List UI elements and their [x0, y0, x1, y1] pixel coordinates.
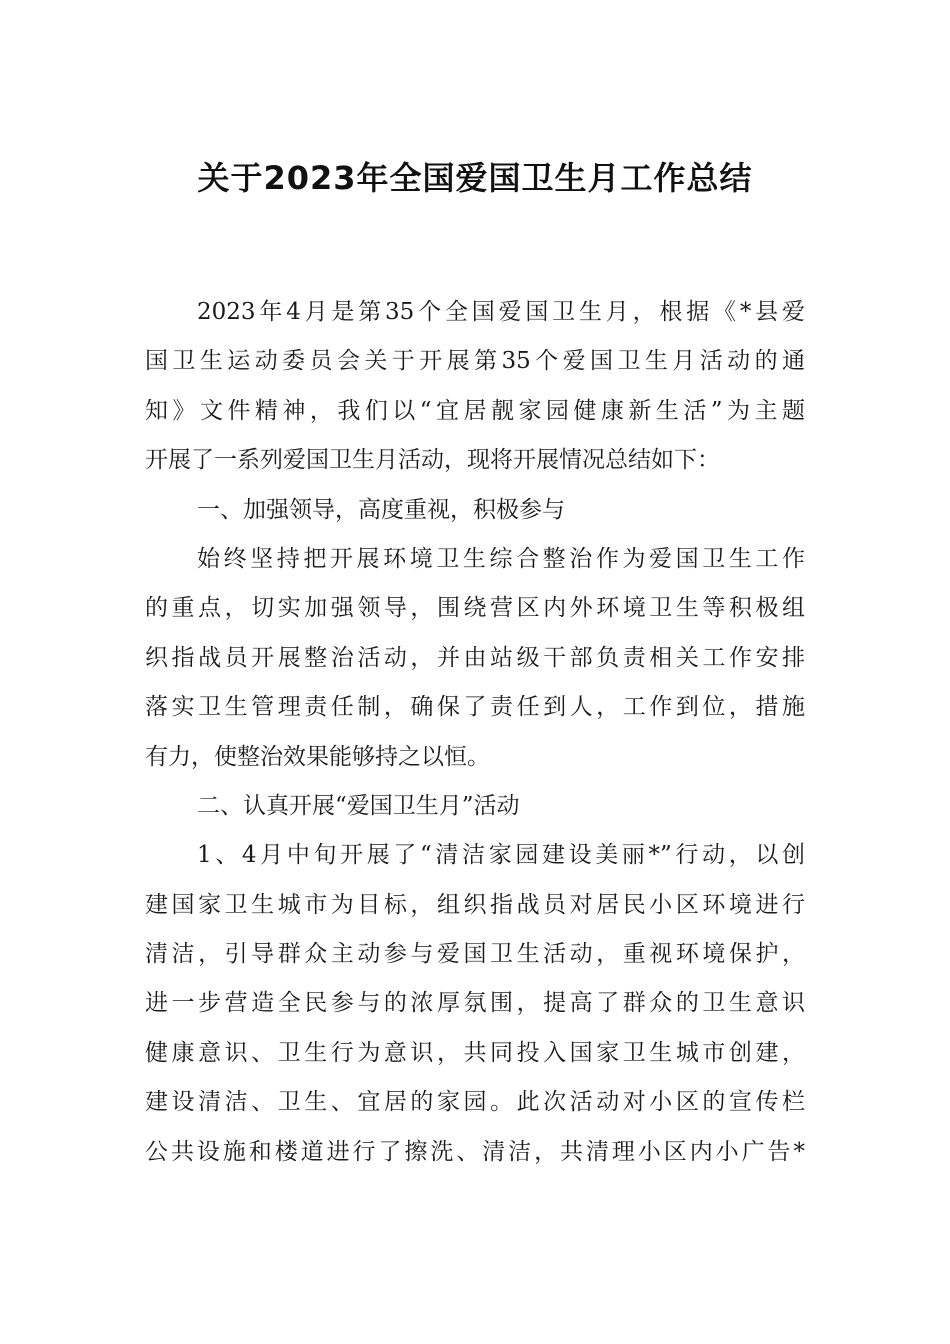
section-1-line-5: 有力，使整治效果能够持之以恒。	[145, 743, 490, 770]
section-2-line-6: 建设清洁、卫生、宜居的家园。此次活动对小区的宣传栏	[145, 1089, 805, 1116]
section-1-line-4: 落实卫生管理责任制，确保了责任到人，工作到位，措施	[145, 694, 805, 721]
section-2-line-5: 健康意识、卫生行为意识，共同投入国家卫生城市创建，	[145, 1039, 805, 1066]
section-2-line-1: 1、4月中旬开展了“清洁家园建设美丽*”行动，以创	[197, 842, 805, 869]
section-2-line-4: 进一步营造全民参与的浓厚氛围，提高了群众的卫生意识	[145, 990, 805, 1017]
section-1-line-2: 的重点，切实加强领导，围绕营区内外环境卫生等积极组	[145, 595, 805, 622]
section-1-line-1: 始终坚持把开展环境卫生综合整治作为爱国卫生工作	[197, 545, 805, 572]
section-1-line-3: 织指战员开展整治活动，并由站级干部负责相关工作安排	[145, 644, 805, 671]
document-body	[145, 288, 805, 1177]
intro-line-1: 2023年4月是第35个全国爱国卫生月，根据《*县爱	[197, 299, 805, 325]
section-2-line-7: 公共设施和楼道进行了擦洗、清洁，共清理小区内小广告*	[145, 1138, 805, 1165]
section-heading-2: 二、认真开展“爱国卫生月”活动	[197, 792, 520, 819]
section-2-line-3: 清洁，引导群众主动参与爱国卫生活动，重视环境保护，	[145, 941, 805, 968]
intro-line-4: 开展了一系列爱国卫生月活动，现将开展情况总结如下：	[145, 447, 720, 474]
section-2-line-2: 建国家卫生城市为目标，组织指战员对居民小区环境进行	[145, 891, 805, 918]
document-title: 关于2023年全国爱国卫生月工作总结	[197, 159, 753, 197]
intro-line-2: 国卫生运动委员会关于开展第35个爱国卫生月活动的通	[145, 348, 805, 375]
section-heading-1: 一、加强领导，高度重视，积极参与	[197, 496, 565, 523]
intro-line-3: 知》文件精神，我们以“宜居靓家园健康新生活”为主题	[145, 397, 805, 424]
